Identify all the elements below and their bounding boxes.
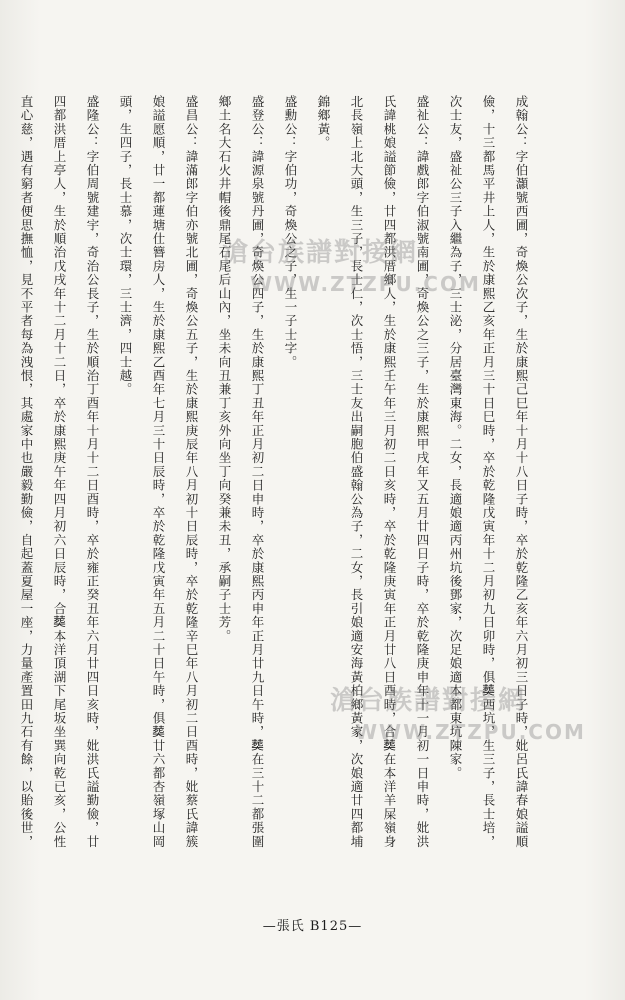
text-column: 北長嶺上北大頭，生三子，長士仁，次士悟，三士友出嗣胞伯盛翰公為子，二女，長引娘適安海黃柏鄉黃家，次娘適廿四都埔 bbox=[349, 95, 364, 849]
text-column: 盛登公：諱源泉號丹圃，奇煥公四子，生於康熙丁丑年正月初二日申時，卒於康熙丙申年正月廿九日午時，𦵏在三十二都張圍 bbox=[250, 95, 265, 849]
text-column: 盛祉公：諱戲郎字伯淑號南圃，奇煥公之三子，生於康熙甲戌年又五月廿四日子時，卒於乾隆庚申年十一月初一日申時，妣洪 bbox=[415, 95, 430, 849]
text-column: 盛勳公：字伯功，奇煥公之子，生一子士字。 bbox=[283, 95, 298, 369]
watermark-text: 滄台族譜對接網 bbox=[222, 238, 419, 268]
text-column: 盛昌公：諱滿郎字伯亦號北圃，奇煥公五子，生於康熙庚辰年八月初十日辰時，卒於乾隆辛巳年八月初二日酉時，妣蔡氏諱簇 bbox=[184, 95, 199, 849]
text-column: 成翰公：字伯灝號西圃，奇煥公次子，生於康熙己巳年十月十八日子時，卒於乾隆乙亥年六月初三日子時，妣呂氏諱春娘謚順 bbox=[514, 95, 529, 849]
text-column: 氏諱桃娘謚節儉，廿四都洪厝鄉人，生於康熙壬午年三月初二日亥時，卒於乾隆庚寅年正月廿八日酉時，合𦵏在本洋羊屎嶺身 bbox=[382, 95, 397, 849]
text-column: 鄉土名大石火井帽後鼎尾石尾后山內，坐未向丑兼丁亥外向坐丁向癸兼未丑，承嗣子士芳。 bbox=[217, 95, 232, 643]
text-column: 盛隆公：字伯周號建宇，奇治公長子，生於順治丁酉年十月十二日酉時，卒於雍正癸丑年六月廿四日亥時，妣洪氏謚勤儉，廿 bbox=[85, 95, 100, 849]
text-column: 直心慈，遇有窮者便思撫恤，見不平者每為洩恨，其處家中也嚴毅勤儉，自起蓋夏屋一座，力量產置田九石有餘，以貽後世， bbox=[19, 95, 34, 849]
text-column: 頭，生四子，長士慕，次士環，三士濟，四士越。 bbox=[118, 95, 133, 397]
text-column: 儉，十三都馬平井上人，生於康熙乙亥年正月三十日巳時，卒於乾隆戊寅年十二月初九日卯時，俱𦵏西坑，生三子，長士培， bbox=[481, 95, 496, 849]
text-column: 次士友，盛祉公三子入繼為子，三士泌，分居臺灣東海。二女，長適娘適丙州坑後鄧家，次足娘適本都東坑陳家。 bbox=[448, 95, 463, 780]
text-column: 娘謚愿順，廿一都蓮塘仕簪房人，生於康熙乙酉年七月三十日辰時，卒於乾隆戊寅年五月二十日午時，俱𦵏廿六都杏嶺塚山岡 bbox=[151, 95, 166, 849]
vertical-body-text bbox=[19, 95, 535, 885]
text-column: 錦鄉黃。 bbox=[316, 95, 331, 150]
watermark-url: WWW.ZTZPU.COM bbox=[250, 272, 481, 296]
page-footer: —張氏 B125— bbox=[262, 919, 363, 934]
watermark-url-lower: WWW.ZTZPU.COM bbox=[355, 720, 586, 744]
text-column: 四都洪厝上亭人，生於順治戊戌年十二月十二日，卒於康熙庚午年四月初六日辰時，合𦵏本洋頂湖下尾坂坐巽向乾已亥，公性 bbox=[52, 95, 67, 849]
watermark-text-lower: 滄台族譜對接網 bbox=[330, 686, 527, 716]
text-column bbox=[0, 95, 7, 885]
